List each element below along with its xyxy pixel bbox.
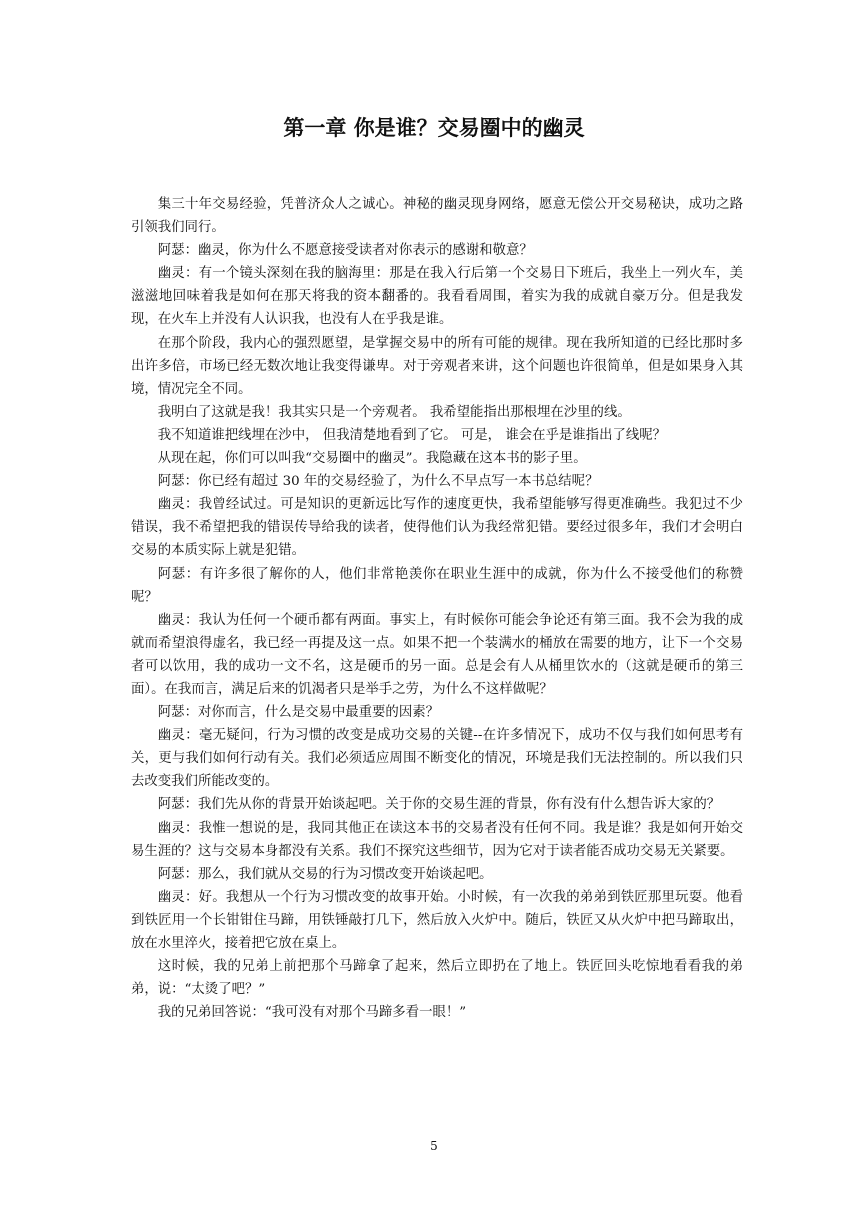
page-number: 5 [430,1139,438,1153]
paragraph: 幽灵：好。我想从一个行为习惯改变的故事开始。小时候，有一次我的弟弟到铁匠那里玩耍。他看到铁匠用一个长钳钳住马蹄，用铁锤敲打几下，然后放入火炉中。随后，铁匠又从火炉中把马蹄取出，放在水里淬火，接着把它放在桌上。 [131,889,743,951]
paragraph: 阿瑟：你已经有超过 30 年的交易经验了，为什么不早点写一本书总结呢？ [157,474,599,490]
paragraph: 幽灵：我惟一想说的是，我同其他正在读这本书的交易者没有任何不同。我是谁？我是如何开始交易生涯的？这与交易本身都没有关系。我们不探究这些细节，因为它对于读者能否成功交易无关紧要。 [131,820,743,859]
paragraph: 我的兄弟回答说：“我可没有对那个马蹄多看一眼！” [157,1005,467,1021]
paragraph: 阿瑟：对你而言，什么是交易中最重要的因素？ [157,705,439,721]
paragraph: 阿瑟：我们先从你的背景开始谈起吧。关于你的交易生涯的背景，你有没有什么想告诉大家的？ [157,797,721,813]
paragraph: 这时候，我的兄弟上前把那个马蹄拿了起来，然后立即扔在了地上。铁匠回头吃惊地看看我的弟弟，说：“太烫了吧？” [131,959,743,998]
paragraph: 在那个阶段，我内心的强烈愿望，是掌握交易中的所有可能的规律。现在我所知道的已经比那时多出许多倍，市场已经无数次地让我变得谦卑。对于旁观者来讲，这个问题也许很简单，但是如果身入其境，情况完全不同。 [131,335,743,397]
paragraph: 我不知道谁把线埋在沙中， 但我清楚地看到了它。 可是， 谁会在乎是谁指出了线呢？ [157,427,667,443]
paragraph: 幽灵：毫无疑问，行为习惯的改变是成功交易的关键--在许多情况下，成功不仅与我们如何思考有关，更与我们如何行动有关。我们必须适应周围不断变化的情况，环境是我们无法控制的。所以我们只去改变我们所能改变的。 [131,728,743,790]
paragraph: 阿瑟：幽灵，你为什么不愿意接受读者对你表示的感谢和敬意？ [157,243,533,259]
paragraph: 幽灵：有一个镜头深刻在我的脑海里：那是在我入行后第一个交易日下班后，我坐上一列火车，美滋滋地回味着我是如何在那天将我的资本翻番的。我看看周围，着实为我的成就自豪万分。但是我发现，在火车上并没有人认识我，也没有人在乎我是谁。 [131,266,743,328]
paragraph: 从现在起，你们可以叫我“交易圈中的幽灵”。我隐藏在这本书的影子里。 [157,451,587,467]
paragraph: 幽灵：我认为任何一个硬币都有两面。事实上，有时候你可能会争论还有第三面。我不会为我的成就而希望浪得虚名，我已经一再提及这一点。如果不把一个装满水的桶放在需要的地方，让下一个交易者可以饮用，我的成功一文不名，这是硬币的另一面。总是会有人从桶里饮水的（这就是硬币的第三面）。在我而言，满足后来的饥渴者只是举手之劳，为什么不这样做呢？ [131,612,743,697]
paragraph: 幽灵：我曾经试过。可是知识的更新远比写作的速度更快，我希望能够写得更准确些。我犯过不少错误，我不希望把我的错误传导给我的读者，使得他们认为我经常犯错。要经过很多年，我们才会明白交易的本质实际上就是犯错。 [131,497,743,559]
paragraph-intro: 集三十年交易经验，凭普济众人之诚心。神秘的幽灵现身网络，愿意无偿公开交易秘诀，成功之路引领我们同行。 [131,197,743,236]
paragraph: 阿瑟：有许多很了解你的人，他们非常艳羡你在职业生涯中的成就，你为什么不接受他们的称赞呢？ [131,566,743,605]
paragraph: 我明白了这就是我！我其实只是一个旁观者。 我希望能指出那根埋在沙里的线。 [157,404,631,420]
chapter-title: 第一章 你是谁？交易圈中的幽灵 [283,116,585,140]
paragraph: 阿瑟：那么，我们就从交易的行为习惯改变开始谈起吧。 [157,866,493,882]
chapter-body [131,193,743,1024]
